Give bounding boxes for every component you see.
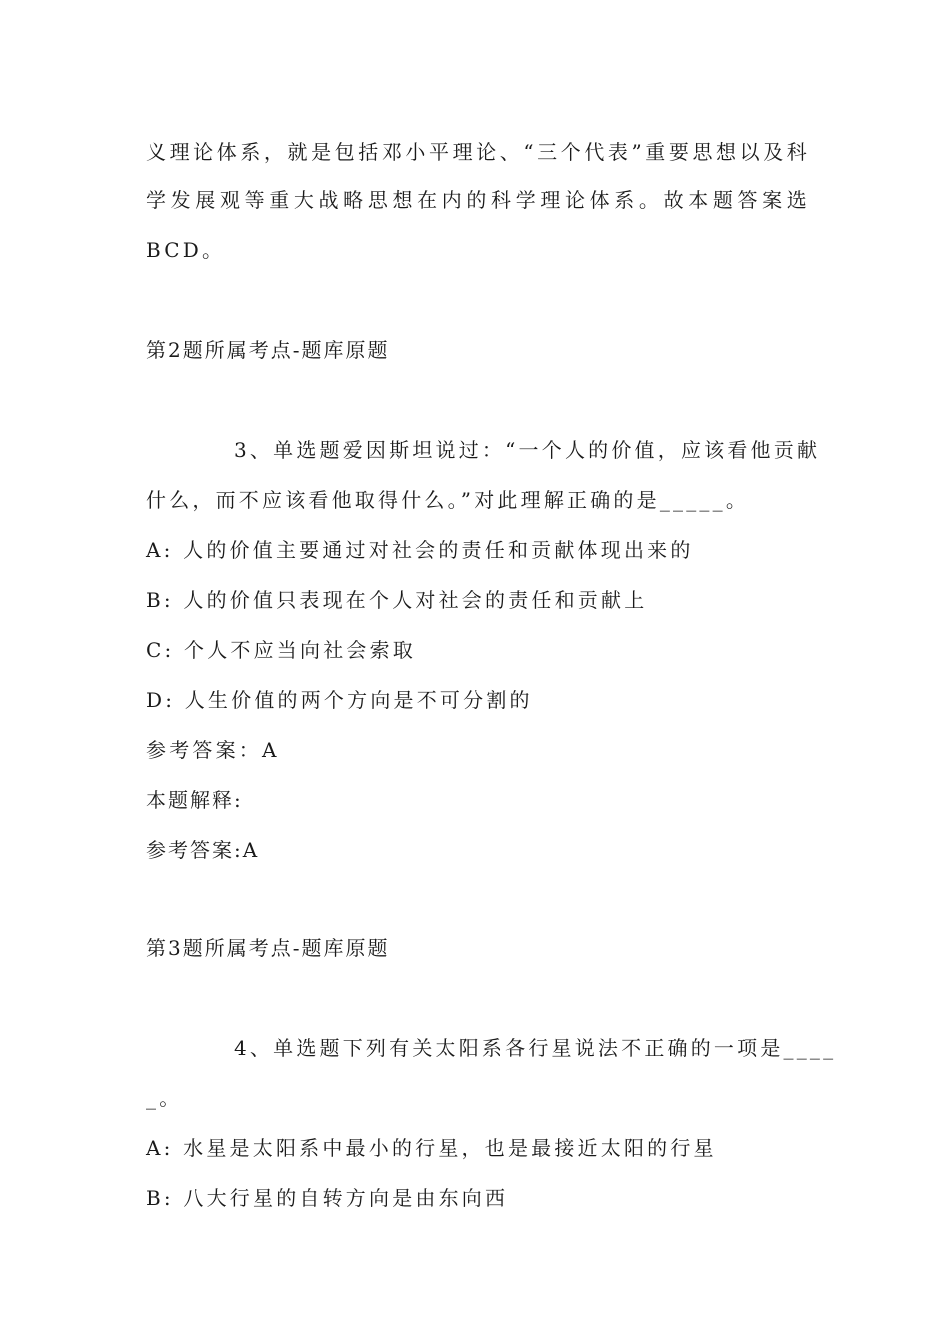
question-3-stem-line-2: 什么，而不应该看他取得什么。”对此理解正确的是_____。	[146, 488, 750, 512]
question-4-stem-line-1: 4、单选题下列有关太阳系各行星说法不正确的一项是____	[234, 1036, 837, 1060]
question-4-option-b: B: 八大行星的自转方向是由东向西	[146, 1186, 509, 1210]
explanation-line-1: 义理论体系，就是包括邓小平理论、“三个代表”重要思想以及科	[146, 140, 810, 164]
question-3-option-c: C: 个人不应当向社会索取	[146, 638, 416, 662]
question-4-option-a: A: 水星是太阳系中最小的行星，也是最接近太阳的行星	[146, 1136, 717, 1160]
question-3-explain-label: 本题解释:	[146, 788, 243, 812]
explanation-line-2: 学发展观等重大战略思想在内的科学理论体系。故本题答案选	[146, 188, 810, 212]
question-3-explain-answer: 参考答案:A	[146, 838, 260, 862]
explanation-line-3: BCD。	[146, 238, 226, 262]
section-2-title: 第2题所属考点-题库原题	[146, 338, 390, 362]
question-3-option-d: D: 人生价值的两个方向是不可分割的	[146, 688, 533, 712]
question-4-stem-line-2: _。	[146, 1086, 183, 1110]
question-3-option-b: B: 人的价值只表现在个人对社会的责任和贡献上	[146, 588, 648, 612]
question-3-option-a: A: 人的价值主要通过对社会的责任和贡献体现出来的	[146, 538, 694, 562]
section-3-title: 第3题所属考点-题库原题	[146, 936, 390, 960]
question-3-answer: 参考答案：A	[146, 738, 280, 762]
question-3-stem-line-1: 3、单选题爱因斯坦说过：“一个人的价值，应该看他贡献	[234, 438, 821, 462]
